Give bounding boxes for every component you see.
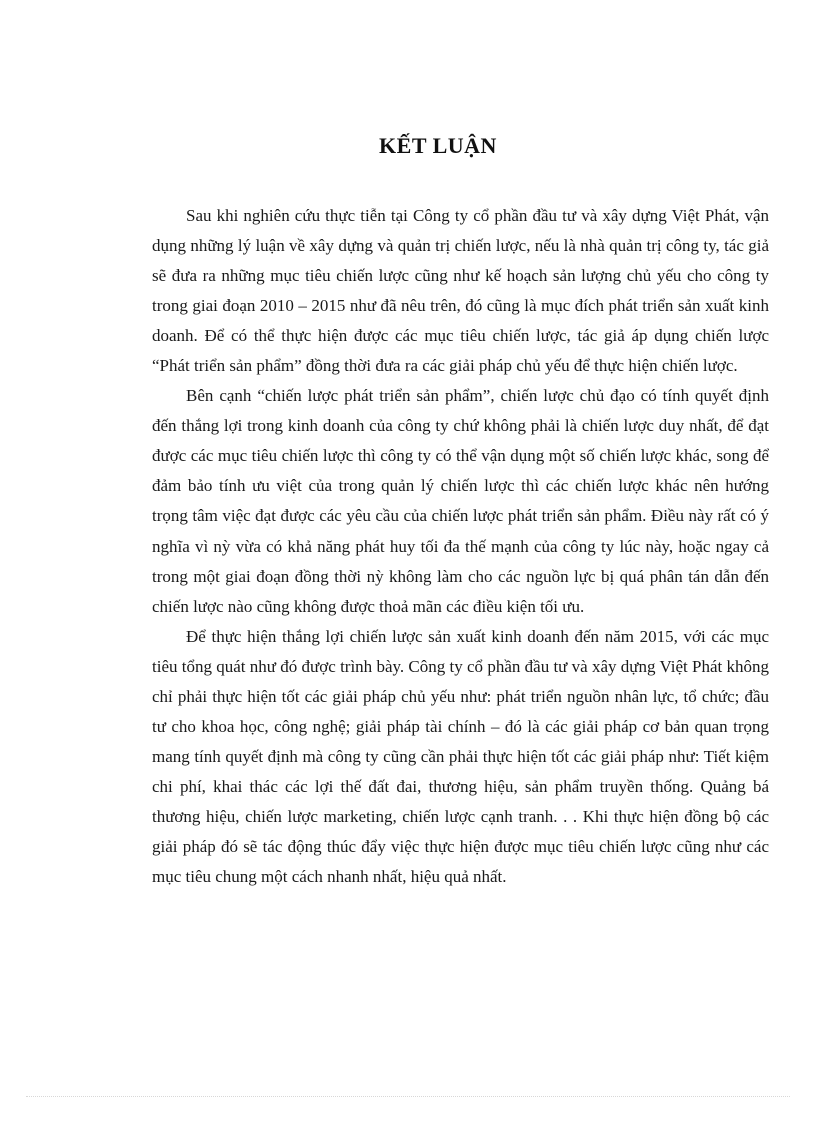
paragraph-2: Bên cạnh “chiến lược phát triển sản phẩm”, chiến lược chủ đạo có tính quyết định đến thắng lợi trong kinh doanh của công ty chứ không phải là chiến lược duy nhất, để đạt được các mục tiêu chiến lược thì công ty có thể vận dụng một số chiến lược khác, song để đảm bảo tính ưu việt của trong quản lý chiến lược thì các chiến lược khác nên hướng trọng tâm việc đạt được các yêu cầu của chiến lược phát triển sản phẩm. Điều này rất có ý nghĩa vì nỳ vừa có khả năng phát huy tối đa thế mạnh của công ty lúc này, hoặc ngay cả trong một giai đoạn đồng thời nỳ không làm cho các nguồn lực bị quá phân tán dẫn đến chiến lược nào cũng không được thoả mãn các điều kiện tối ưu. — [152, 386, 769, 616]
paragraph-3: Để thực hiện thắng lợi chiến lược sản xuất kinh doanh đến năm 2015, với các mục tiêu tổng quát như đó được trình bày. Công ty cổ phần đầu tư và xây dựng Việt Phát không chỉ phải thực hiện tốt các giải pháp chủ yếu như: phát triển nguồn nhân lực, tổ chức; đầu tư cho khoa học, công nghệ; giải pháp tài chính – đó là các giải pháp cơ bản quan trọng mang tính quyết định mà công ty cũng cần phải thực hiện tốt các giải pháp như: Tiết kiệm chi phí, khai thác các lợi thế đất đai, thương hiệu, sản phẩm truyền thống. Quảng bá thương hiệu, chiến lược marketing, chiến lược cạnh tranh. . . Khi thực hiện đồng bộ các giải pháp đó sẽ tác động thúc đẩy việc thực hiện được mục tiêu chiến lược cũng như các mục tiêu chung một cách nhanh nhất, hiệu quả nhất. — [152, 626, 769, 887]
body-text — [152, 201, 769, 892]
paragraph-1: Sau khi nghiên cứu thực tiễn tại Công ty cổ phần đầu tư và xây dựng Việt Phát, vận dụng những lý luận về xây dựng và quản trị chiến lược, nếu là nhà quản trị công ty, tác giả sẽ đưa ra những mục tiêu chiến lược cũng như kế hoạch sản lượng chủ yếu cho công ty trong giai đoạn 2010 – 2015 như đã nêu trên, đó cũng là mục đích phát triển sản xuất kinh doanh. Để có thể thực hiện được các mục tiêu chiến lược, tác giả áp dụng chiến lược “Phát triển sản phẩm” đồng thời đưa ra các giải pháp chủ yếu để thực hiện chiến lược. — [152, 206, 769, 376]
page-title: KẾT LUẬN — [379, 133, 497, 158]
page-bottom-divider — [26, 1096, 790, 1097]
